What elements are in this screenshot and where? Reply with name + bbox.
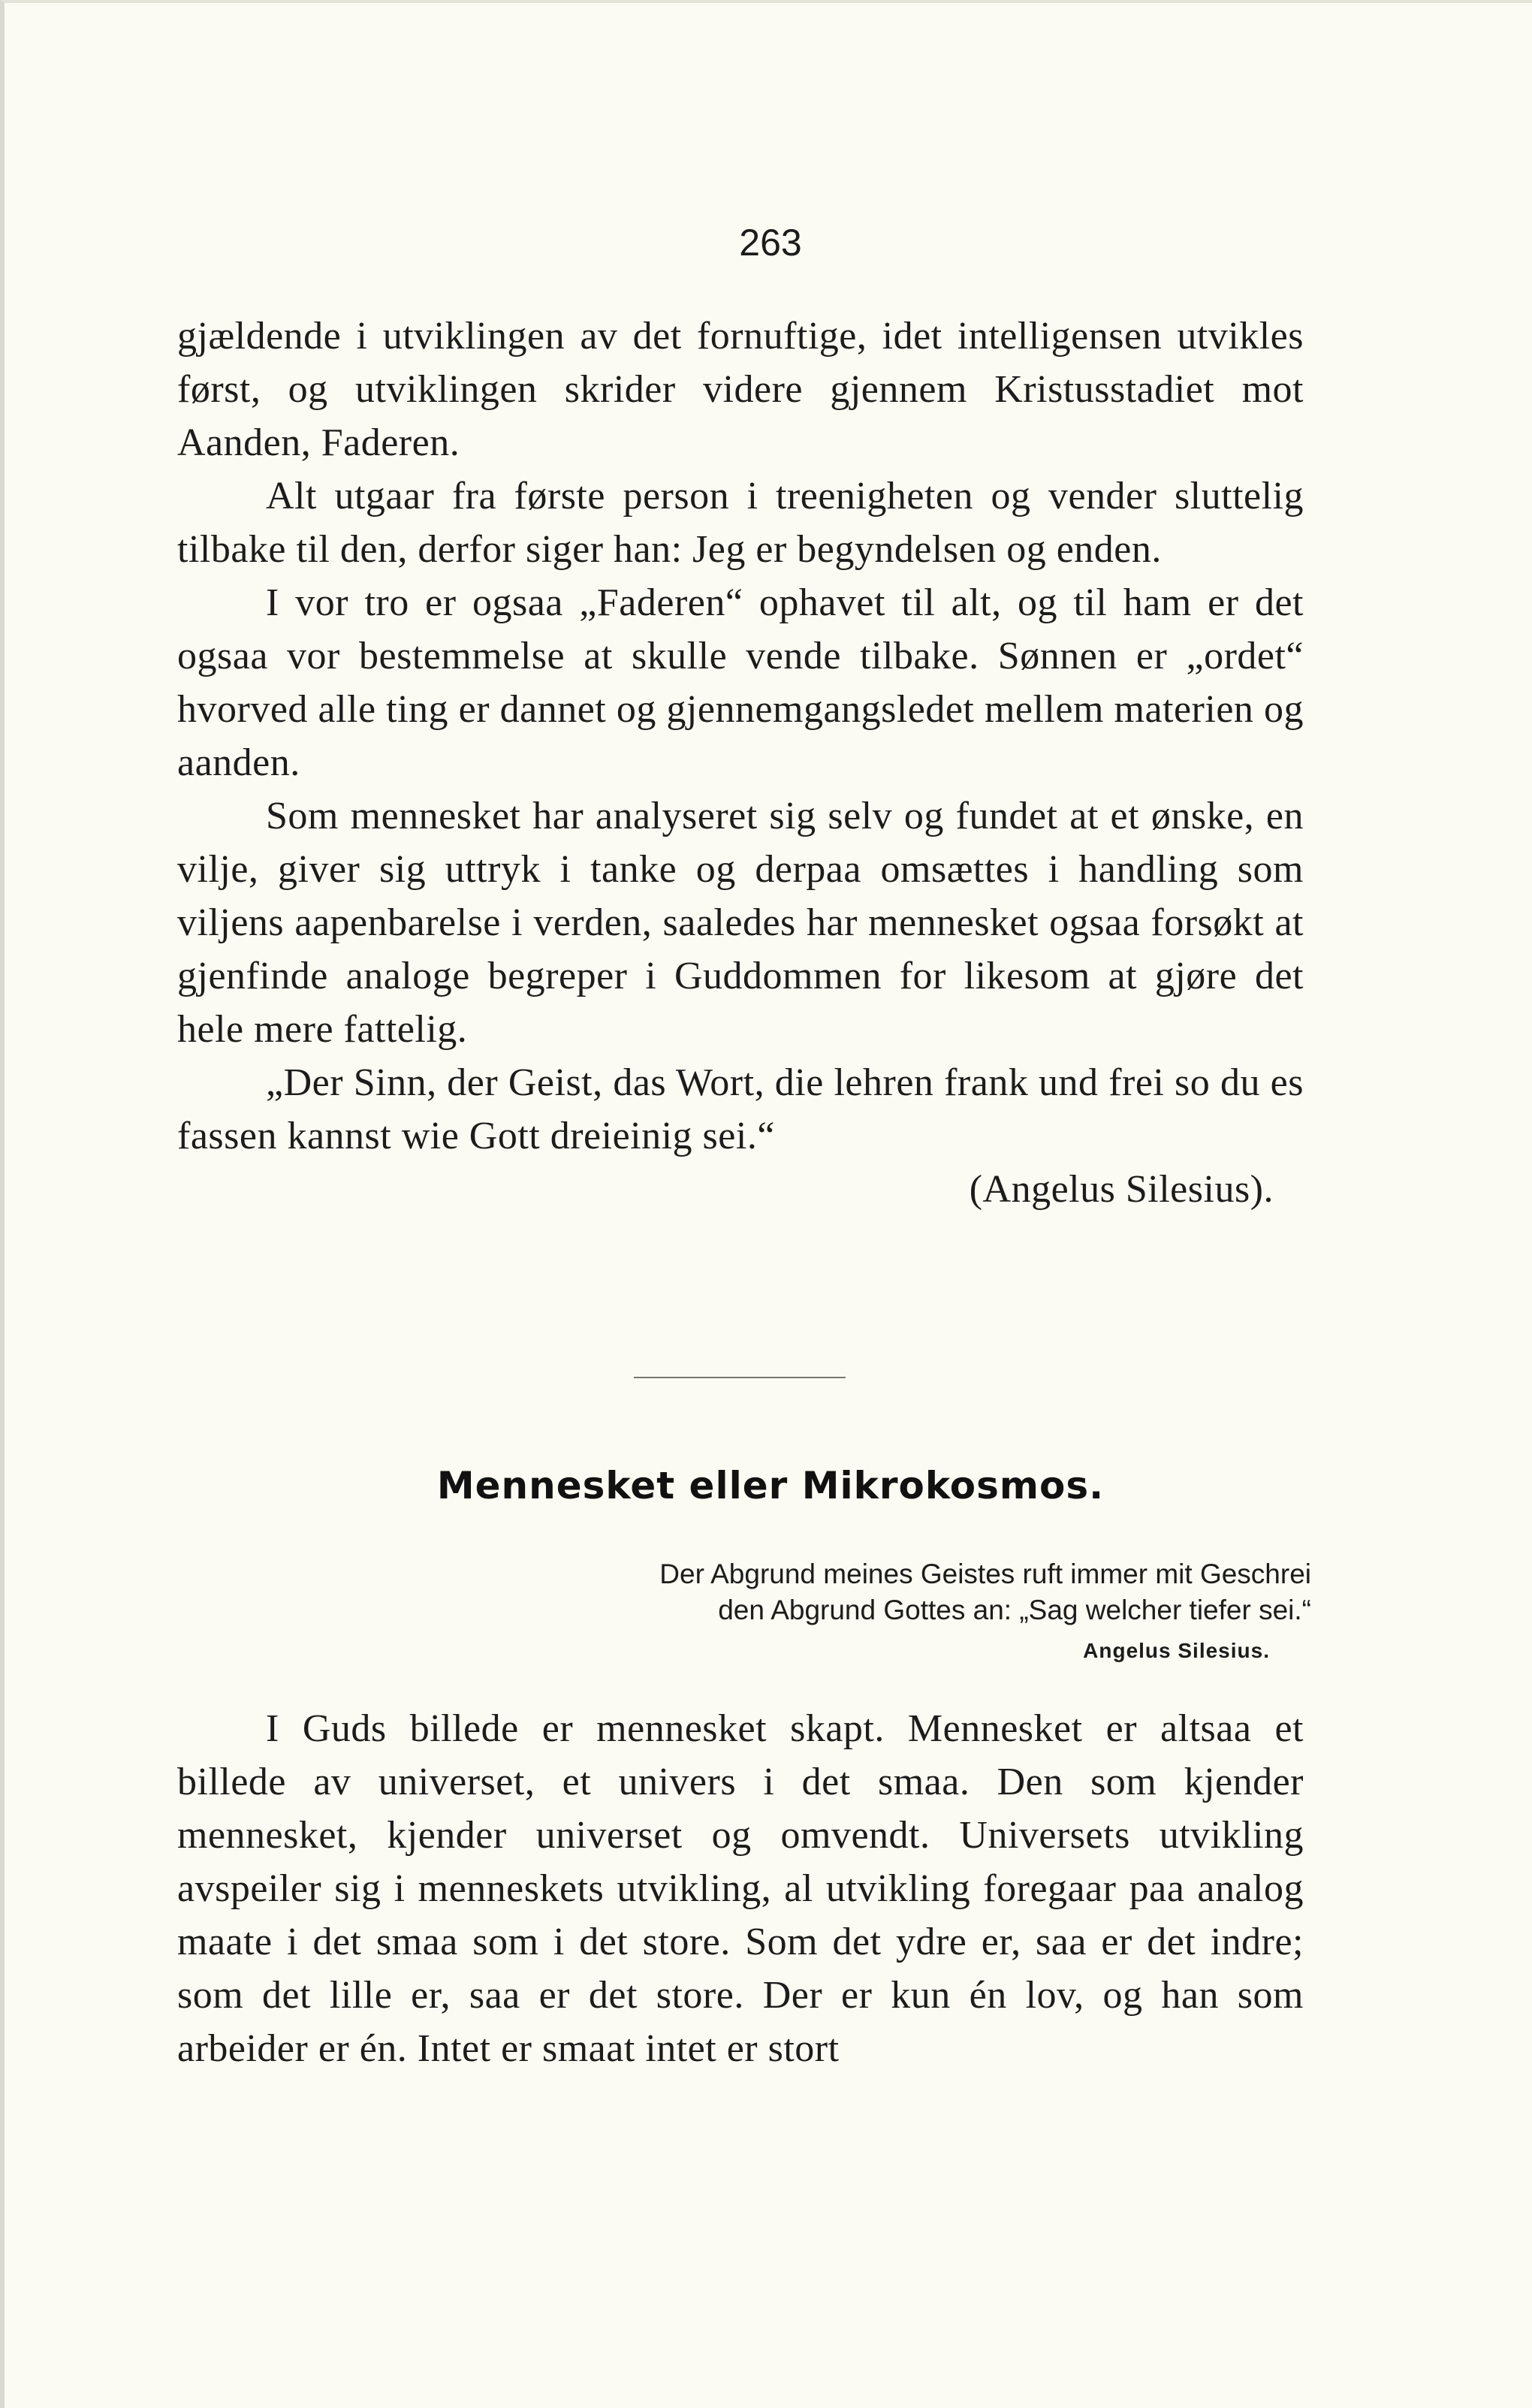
epigraph-line-1: Der Abgrund meines Geistes ruft immer mit Geschrei bbox=[659, 1559, 1311, 1589]
paragraph-4: Som mennesket har analyseret sig selv og fundet at et ønske, en vilje, giver sig uttryk i tanke og derpaa omsættes i handling som viljens aapenbarelse i verden, saaledes har mennesket ogsaa forsøkt at gjenfinde analoge begreper i Guddommen for likesom at gjøre det hele mere fattelig. bbox=[177, 795, 1304, 1051]
quote-attribution: (Angelus Silesius). bbox=[969, 1168, 1274, 1211]
epigraph-line-2: den Abgrund Gottes an: „Sag welcher tiefer sei.“ bbox=[718, 1595, 1311, 1625]
section-divider bbox=[634, 1377, 846, 1378]
epigraph-attribution: Angelus Silesius. bbox=[1083, 1639, 1270, 1662]
paragraph-3: I vor tro er ogsaa „Faderen“ ophavet til alt, og til ham er det ogsaa vor bestemmelse at skulle vende tilbake. Sønnen er „ordet“ hvorved alle ting er dannet og gjennemgangsledet mellem materien og aanden. bbox=[177, 581, 1304, 784]
quote-text: „Der Sinn, der Geist, das Wort, die lehren frank und frei so du es fassen kannst wie Gott dreieinig sei.“ bbox=[177, 1061, 1304, 1157]
paragraph-1: gjældende i utviklingen av det fornuftige, idet intelligensen utvikles først, og utviklingen skrider videre gjennem Kristusstadiet mot Aanden, Faderen. bbox=[177, 315, 1304, 464]
epigraph bbox=[410, 1556, 1311, 1669]
section-2-body bbox=[177, 1702, 1304, 2075]
page-number: 263 bbox=[739, 222, 802, 264]
paragraph-2: Alt utgaar fra første person i treenigheten og vender sluttelig tilbake til den, derfor siger han: Jeg er begyndelsen og enden. bbox=[177, 475, 1304, 571]
section-1-body bbox=[177, 309, 1304, 1216]
section-heading: Mennesket eller Mikrokosmos. bbox=[436, 1464, 1105, 1507]
paragraph-5: I Guds billede er mennesket skapt. Mennesket er altsaa et billede av universet, et univers i det smaa. Den som kjender mennesket, kjender universet og omvendt. Universets utvikling avspeiler sig i menneskets utvikling, al utvikling foregaar paa analog maate i det smaa som i det store. Som det ydre er, saa er det indre; som det lille er, saa er det store. Der er kun én lov, og han som arbeider er én. Intet er smaat intet er stort bbox=[177, 1707, 1304, 2070]
